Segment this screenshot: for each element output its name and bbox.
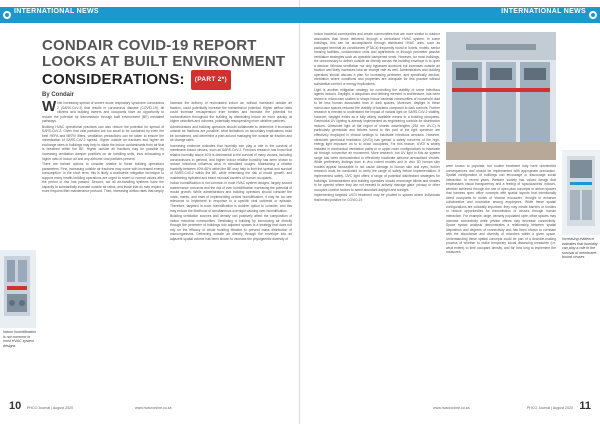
humidifier-photo xyxy=(562,150,600,235)
paragraph: Administrators and building operators should collaborate to determine if increased outside air fractions are possible, what limitations on secondary implications must be considered, and determine a plan around managing the outside air fraction and air change rates. xyxy=(170,124,292,143)
paragraph: Light is another mitigation strategy for controlling the viability of some infectious agents indoors. Daylight, a ubiquitous and defining element in architecture, has been shown in microcosm studies to shape indoor bacterial communities of household dust to be less human associated than in dark spaces. Moreover, daylight in these microcosm spaces reduced the viability of bacteria compared to dark controls. Further research is needed to understand the impact of natural light on SARS-CoV-2 viability, however, daylight exists as a fully widely available means to a building occupants. Germicidal UV lighting is already implemented as engineering controls for disinfection indoors. Ultraviolet light at the region of shorter wavelengths (254 nm UV-C) is particularly germicidal and fixtures tuned to this part of the light spectrum are effectively employed in clinical settings to inactivate infectious aerosols. However, ultraviolet germicidal irradiation (UVGI) has gained a safety concerns of the high-energy light exposure on to to occur occupants. For this reason, UVGI is widely installed in mechanical ventilation paths or in upper-room configurations to inactivate air through convective air movement. More research, but UV light in this air system range has been demonstrated to effectively inactivate airborne aerosolised viruses. While preliminary findings from in vivo rodent models and in vitro 3D human skin models appear favourable to not cause damage to human skin and eyes, further research must be conducted to verify the range of safety before implementation. If implemented safely, UVC light offers a range of potential disinfectant strategies for buildings. Administrators and building operators should encourage blinds and shades to be opened where they are not needed to actively manage glare, privacy or other occupant comfort factors to admit abundant daylight and sunlight. xyxy=(314,87,440,192)
section-band xyxy=(300,7,600,23)
byline: By Condair xyxy=(42,92,75,98)
section-label: INTERNATIONAL NEWS xyxy=(501,8,586,15)
right-page xyxy=(300,0,600,424)
title-line-3: CONSIDERATIONS: (PART 2*) xyxy=(42,70,292,90)
footer-website: www.hvacronline.co.za xyxy=(135,406,172,410)
paragraph: Building ventilation sources and density can positively affect the composition of indoor microbial communities. Ventilating a building by introducing air directly through the perimeter of buildings into adjacent spaces is a strategy that does not rely on the efficacy of whole building filtration to prevent mass distribution of microorganisms. Delivering outside air directly through the envelope into an adjacent spatial volume has been shown to increase the phylogenetic diversity of xyxy=(170,214,292,241)
equipment-photo xyxy=(0,250,36,328)
title-line-2: LOOKS AT BUILT ENVIRONMENT xyxy=(42,53,286,70)
paragraph: were known to populate, but routine treatment may have unintended consequences and should be implemented with appropriate precaution. Spatial configuration of buildings can encourage or discourage social interaction. In recent years, Western society has valued design that emphasises visual transparency and a feeling of 'spaciousness' indoors, whether achieved through the use of open-plan concepts or atrium spaces that harness open office concepts with spatial layouts that intentionally direct occupants to nodes of 'chance encounter,' thought to enhance collaborative and innovation among employees. While these spatial configurations are culturally important, they may create barriers or hurdles or reduce opportunities for transmission of viruses through human interaction. For example, large, densely populated open office spaces may increase connectivity while private offices may decrease connectivity. Space syntax analysis demonstrates a relationship between spatial disposition and degrees of connectivity and has been shown to correlate with the abundance and diversity of microbes within a given space. Understanding these spatial concepts could be part of a decision-making process of whether to make temporary social distancing measures (i.e. what extent) to limit occupant density, and for how long to implement the measures. xyxy=(446,164,556,255)
paragraph: indoor bacterial communities and create communities that are more similar to outdoor associates than those delivered through a centralised HVAC system. In some buildings, this can be accomplished through distributed HVAC units, such as packaged terminal air conditioners (PTACs) frequently found in hotels, motels, senior housing facilities, condominium units and apartments or through perimeter passive ventilation strategies such as operable dampened vents. However, for most buildings, the unnecessary to deliver outside air directly across the building envelope is to open a window. Window ventilation not only bypasses ductwork but increases outside air fraction and likely increases total air change rate as well. Administrators and building operators should discuss a plan for increasing perimeter, and specifically window, ventilation where conditions and properties are adequate for this practice without substantial comfort or energy implications. xyxy=(314,32,440,87)
title-line-1: CONDAIR COVID-19 REPORT xyxy=(42,37,257,54)
footer-website: www.hvacronline.co.za xyxy=(433,406,470,410)
footer-journal: PHCO Journal | August 2020 xyxy=(526,406,573,410)
photo-caption: Increasing evidence indicates that humidity can play a role in the survival of membrane-bound viruses xyxy=(562,237,598,260)
paragraph: increase the delivery of recirculated indoor air, without increased outside air fraction, could potentially increase the transmission potential. Higher airflow rates could increase resuspension from fomites and increase the potential for contamination throughout the building by distributing indoor air more quickly, at higher velocities and volumes, potentially resuspending more ultrafine particles. xyxy=(170,101,292,124)
section-label: INTERNATIONAL NEWS xyxy=(14,8,99,15)
part-badge: (PART 2*) xyxy=(191,70,231,90)
paragraph: Implementing targeted UVGI treatment may be prudent in spaces where individuals that tested positive for COVID-19 xyxy=(314,193,440,202)
photo-caption: Indoor humidification is not common in most HVAC system designs xyxy=(3,330,37,348)
plant-room-photo xyxy=(446,32,556,160)
section-band xyxy=(0,7,300,23)
paragraph: While increasing spread of severe acute respiratory syndrome coronavirus 2 (SARS-CoV-2) that results in coronavirus disease (COVID-19), all citizens and building owners and occupants have an opportunity to reduce the potential for transmission through built environment (BE) mediated pathways. xyxy=(42,101,164,124)
footer-journal: PHCO Journal | August 2020 xyxy=(27,406,74,410)
paragraph: Increasing evidence indicates that humidity can play a role in the survival of membrane-bound viruses, such as SARS-CoV-2. Previous research has found that relative humidity above 40% is detrimental to the survival of many viruses, including coronaviruses in general, and higher indoor relative humidity has been shown to reduce infectious influenza virus in simulated coughs. Maintaining a relative humidity between 40%-60% within the BE may help to limit the spread and survival of SARS-CoV-2 within the BE, while minimising the risk of mould growth, and maintaining hydrated and intact mucosal barriers of human occupants. xyxy=(170,143,292,180)
article-title xyxy=(42,38,292,90)
article-column-4 xyxy=(446,32,556,396)
page-number: 11 xyxy=(579,400,591,412)
paragraph: Indoor humidification is not common in most HVAC system designs, largely around maintenance concerns and the risk of over humidification increasing the potential of mould growth. While administrators and building operators should consider the costs, merits, and risks of implementing central humidification, it may be too late relevance to implement in response to a specific viral outbreak or episode. Therefore, targeted in-room humidification is another option to consider, and this may reduce the likelihood of simultaneous overnight causing over-humidification. xyxy=(170,181,292,213)
article-column-1 xyxy=(42,101,164,396)
page-number: 10 xyxy=(9,400,22,412)
gear-icon xyxy=(589,11,597,19)
paragraph: There are trained options to consider relative to these building operations parameters. First, increasing outside air fractions may come with increased energy consumption. In the short term, this is likely a worthwhile mitigation technique to support many health-building operations are urged to revert to normal values after the period of risk has passed. Second, not all air-handling systems have the capacity to substantially increase outside air ratios, and those that do may require a more frequent filter maintenance protocol. Third, increasing airflow rates that simply xyxy=(42,162,164,194)
article-column-2 xyxy=(170,101,292,396)
drop-cap: W xyxy=(42,101,57,115)
article-column-3 xyxy=(314,32,440,396)
gear-icon xyxy=(3,11,11,19)
paragraph: Building HVAC operational practices can also reduce the potential for spread of SARS-CoV-2. Given that viral particles are too small to be contained by even the best HEPA and MERV filters, ventilation precautions can be taken to ensure the minimisation of SARS-CoV-2 spread. Higher outside air fractions and higher air exchange rates in buildings may help to dilute the indoor contaminants from air that is breathed within the BE. Higher outside air fractions may be possible by increasing ventilation damper positions on air handling units, thus exhausting a higher ratio of indoor air and any airborne viral particles present. xyxy=(42,124,164,161)
